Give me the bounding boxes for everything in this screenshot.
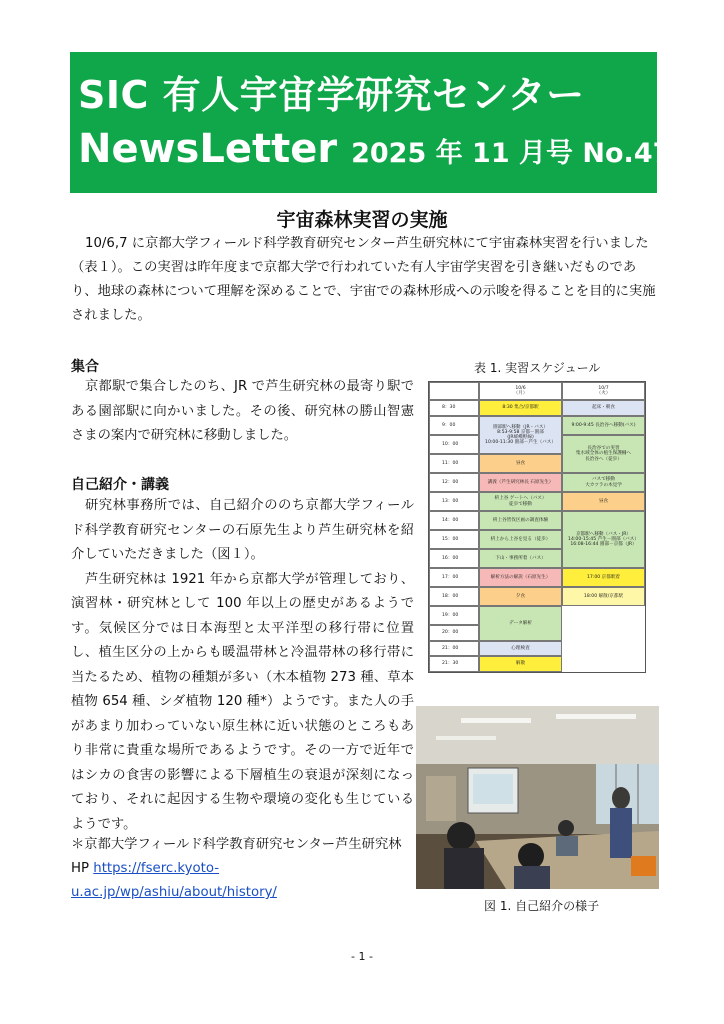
schedule-item: 京都駅へ移動（バス・JR） 14:00-15:45 芦生－園部（バス） 16:08-16:44 園部－京都（JR） bbox=[562, 511, 645, 568]
time-cell: 9：00 bbox=[429, 416, 479, 435]
time-cell: 10：00 bbox=[429, 435, 479, 454]
time-cell: 8：30 bbox=[429, 400, 479, 416]
time-cell: 12：00 bbox=[429, 473, 479, 492]
footnote bbox=[71, 833, 421, 905]
paragraph: 芦生研究林は 1921 年から京都大学が管理しており、演習林・研究林として 100 年以上の歴史があるようです。気候区分では日本海型と太平洋型の移行帯に位置し、植生区分の上からも暖温帯林と冷温帯林の移行帯に当たるため、植物の種類が多い（木本植物 273 種、草本植物 654 種、シダ植物 120 種*）ようです。また人の手があまり加わっていない原生林に近い状態のところもあり非常に貴重な場所であるようです。その一方で近年ではシカの食害の影響による下層植生の衰退が深刻になっており、それに起因する生物や環境の変化も生じているようです。 bbox=[71, 571, 414, 832]
time-cell: 15：00 bbox=[429, 530, 479, 549]
footnote-text: ＊京都大学フィールド科学教育研究センター芦生研究林 HP bbox=[71, 837, 402, 876]
section-body-introduction bbox=[71, 494, 414, 837]
schedule-item: データ解析 bbox=[479, 606, 562, 641]
schedule-item: 枡上から上谷を見る（徒歩） bbox=[479, 530, 562, 549]
schedule-item: 長治谷での実習 集水域全体の植生保護柵へ 長治谷へ（徒歩） bbox=[562, 435, 645, 473]
newsletter-title: NewsLetter bbox=[78, 126, 338, 172]
time-cell: 19：00 bbox=[429, 606, 479, 625]
schedule-item: 17:00 京都駅着 bbox=[562, 568, 645, 587]
table-caption: 表 1. 実習スケジュール bbox=[474, 361, 601, 375]
schedule-item: 昼食 bbox=[479, 454, 562, 473]
time-cell: 21：30 bbox=[429, 656, 479, 672]
schedule-item: 解散 bbox=[479, 656, 562, 672]
time-cell: 20：00 bbox=[429, 625, 479, 641]
schedule-item: 園部駅へ移動（JR・バス） 8:53-9:58 京都－園部 (JR嵯峨野線) 10:00-11:30 園部－芦生（バス） bbox=[479, 416, 562, 454]
article-intro bbox=[71, 232, 659, 328]
section-heading-assembly: 集合 bbox=[71, 359, 99, 375]
issue-number: 2025 年 11 月号 No.47 bbox=[351, 138, 672, 169]
self-introduction-photo bbox=[416, 706, 659, 889]
header-day1: 10/6 （月） bbox=[479, 382, 562, 400]
header-corner bbox=[429, 382, 479, 400]
time-cell: 13：00 bbox=[429, 492, 479, 511]
time-cell: 14：00 bbox=[429, 511, 479, 530]
schedule-item: バスで移動 大カツラの木見学 bbox=[562, 473, 645, 492]
classroom-illustration bbox=[416, 706, 659, 889]
time-cell: 16：00 bbox=[429, 549, 479, 568]
newsletter-banner bbox=[70, 52, 672, 193]
schedule-item: 夕食 bbox=[479, 587, 562, 606]
paragraph: 研究林事務所では、自己紹介ののち京都大学フィールド科学教育研究センターの石原先生より芦生研究林を紹介していただきました（図１）。 bbox=[71, 498, 414, 562]
page-number: - 1 - bbox=[351, 950, 373, 963]
section-body-assembly bbox=[71, 375, 414, 449]
schedule-item: 9:00-9:45 長治谷へ移動(バス) bbox=[562, 416, 645, 435]
schedule-empty bbox=[562, 606, 645, 672]
article-title: 宇宙森林実習の実施 bbox=[276, 209, 448, 231]
newsletter-title-line bbox=[78, 126, 671, 172]
schedule-item: 18:00 解散/京都駅 bbox=[562, 587, 645, 606]
schedule-item: 講義（芦生研究林長 石原先生） bbox=[479, 473, 562, 492]
schedule-item: 心理検査 bbox=[479, 641, 562, 656]
schedule-item: 解析方法の解説（石原先生） bbox=[479, 568, 562, 587]
time-cell: 11：00 bbox=[429, 454, 479, 473]
schedule-item: 起床・朝食 bbox=[562, 400, 645, 416]
schedule-item: 下山・事務所着（バス） bbox=[479, 549, 562, 568]
footnote-link[interactable]: https://fserc.kyoto-u.ac.jp/wp/ashiu/about/history/ bbox=[71, 861, 277, 900]
schedule-item: 昼食 bbox=[562, 492, 645, 511]
schedule-item: 枡上谷皆伐区画の調査体験 bbox=[479, 511, 562, 530]
photo-caption: 図 1. 自己紹介の様子 bbox=[484, 899, 600, 913]
schedule-item: 8:30 集合/京都駅 bbox=[479, 400, 562, 416]
time-cell: 17：00 bbox=[429, 568, 479, 587]
time-cell: 21：00 bbox=[429, 641, 479, 656]
header-day2: 10/7 （火） bbox=[562, 382, 645, 400]
center-name: SIC 有人宇宙学研究センター bbox=[78, 73, 585, 117]
schedule-item: 枡上谷 ゲートへ（バス） 徒歩で移動 bbox=[479, 492, 562, 511]
paragraph: 京都駅で集合したのち、JR で芦生研究林の最寄り駅である園部駅に向かいました。その後、研究林の勝山智憲さまの案内で研究林に移動しました。 bbox=[71, 379, 414, 443]
time-cell: 18：00 bbox=[429, 587, 479, 606]
intro-paragraph: 10/6,7 に京都大学フィールド科学教育研究センター芦生研究林にて宇宙森林実習を行いました（表１）。この実習は昨年度まで京都大学で行われていた有人宇宙学実習を引き継いだものであり、地球の森林について理解を深めることで、宇宙での森林形成への示唆を得ることを目的に実施されました。 bbox=[71, 236, 656, 323]
section-heading-introduction: 自己紹介・講義 bbox=[71, 477, 169, 493]
schedule-table bbox=[428, 381, 646, 673]
